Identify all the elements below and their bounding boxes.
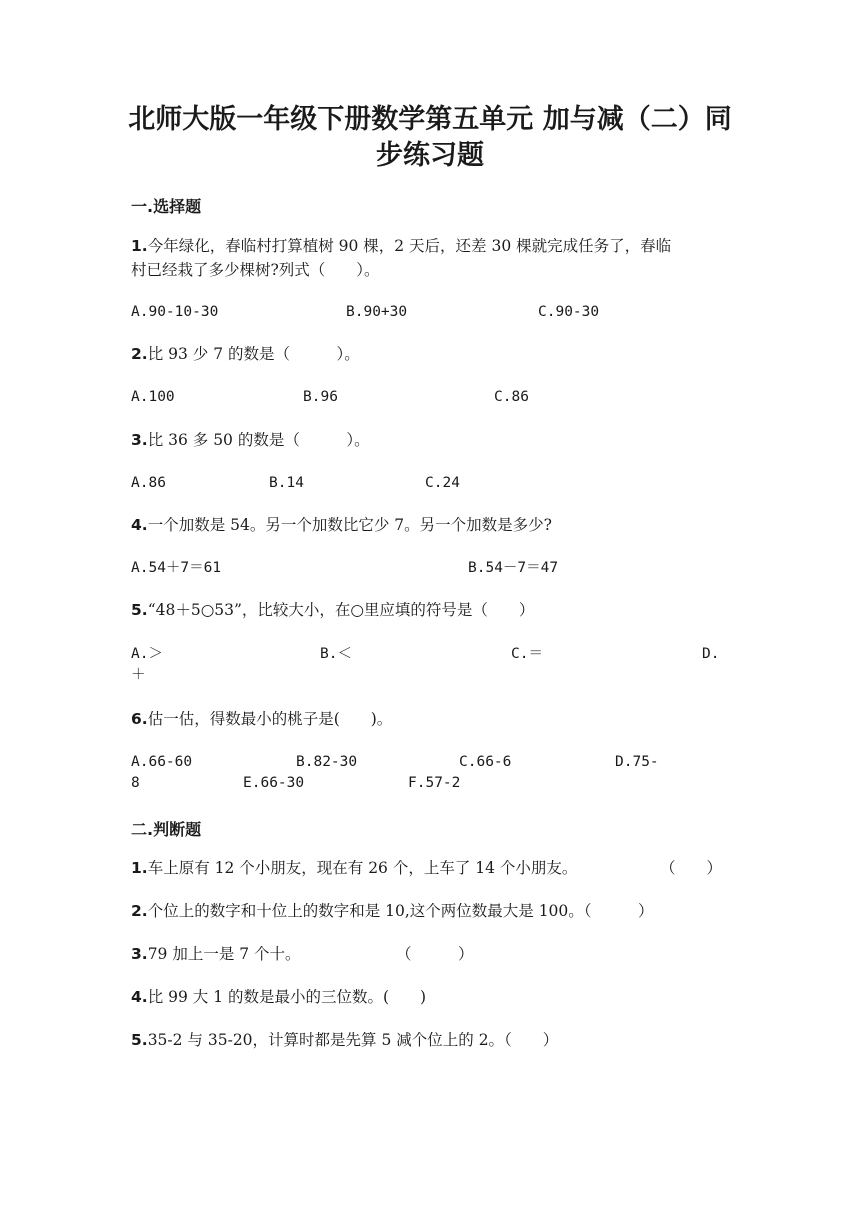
option-c: C.24	[425, 475, 460, 491]
question-number: 5.	[131, 601, 148, 619]
option-a: A.54＋7＝61	[131, 560, 222, 576]
question-text: 估一估，得数最小的桃子是( )。	[147, 710, 393, 728]
page-title	[120, 102, 740, 174]
judge-question-4	[131, 985, 731, 1009]
question-number: 2.	[131, 345, 148, 363]
question-6	[131, 707, 731, 731]
section-heading-judge: 二.判断题	[131, 820, 202, 839]
question-number: 1.	[131, 237, 148, 255]
question-number: 2.	[131, 902, 148, 920]
question-1	[131, 234, 731, 282]
question-text: 个位上的数字和十位上的数字和是 10,这个两位数最大是 100。（ ）	[147, 902, 654, 920]
question-text: 今年绿化，春临村打算植树 90 棵，2 天后，还差 30 棵就完成任务了，春临	[147, 237, 672, 255]
option-c: C.＝	[511, 646, 543, 662]
option-a: A.100	[131, 389, 175, 405]
question-number: 6.	[131, 710, 148, 728]
option-a: A.66-60	[131, 754, 193, 770]
question-text: 一个加数是 54。另一个加数比它少 7。另一个加数是多少?	[147, 516, 552, 534]
question-number: 5.	[131, 1031, 148, 1049]
question-2	[131, 342, 731, 366]
question-text: 比 99 大 1 的数是最小的三位数。( )	[147, 988, 427, 1006]
option-b: B.90+30	[346, 304, 408, 320]
question-number: 4.	[131, 988, 148, 1006]
option-d-value: 8	[131, 775, 140, 791]
title-line-1: 北师大版一年级下册数学第五单元 加与减（二）同	[128, 104, 732, 135]
question-text: 比 93 少 7 的数是（ ）。	[147, 345, 360, 363]
option-d: D.	[702, 646, 720, 662]
option-f: F.57-2	[408, 775, 461, 791]
option-a: A.＞	[131, 646, 163, 662]
option-b: B.14	[269, 475, 304, 491]
question-5	[131, 598, 731, 622]
judge-question-2	[131, 899, 731, 923]
option-c: C.90-30	[538, 304, 600, 320]
question-number: 3.	[131, 431, 148, 449]
question-number: 3.	[131, 945, 148, 963]
option-e: E.66-30	[243, 775, 305, 791]
option-c: C.86	[494, 389, 529, 405]
option-a: A.86	[131, 475, 166, 491]
question-text: 35-2 与 35-20，计算时都是先算 5 减个位上的 2。（ ）	[147, 1031, 559, 1049]
answer-blank: （ ）	[396, 945, 474, 963]
question-4	[131, 513, 731, 537]
question-text: “48＋5○53”，比较大小，在○里应填的符号是（ ）	[147, 601, 535, 619]
option-d-value: ＋	[131, 667, 146, 683]
judge-question-1	[131, 856, 731, 880]
question-number: 4.	[131, 516, 148, 534]
question-text: 比 36 多 50 的数是（ ）。	[147, 431, 370, 449]
question-3	[131, 428, 731, 452]
option-b: B.96	[303, 389, 338, 405]
judge-question-5	[131, 1028, 731, 1052]
section-heading-choice: 一.选择题	[131, 197, 202, 216]
option-b: B.82-30	[296, 754, 358, 770]
title-line-2: 步练习题	[376, 140, 484, 171]
question-text-cont: 村已经栽了多少棵树?列式（ ）。	[131, 261, 380, 279]
option-b: B.54－7＝47	[468, 560, 559, 576]
question-text: 79 加上一是 7 个十。	[147, 945, 301, 963]
option-b: B.＜	[320, 646, 352, 662]
option-a: A.90-10-30	[131, 304, 219, 320]
question-number: 1.	[131, 859, 148, 877]
question-text: 车上原有 12 个小朋友，现在有 26 个，上车了 14 个小朋友。	[147, 859, 578, 877]
answer-blank: （ ）	[660, 859, 723, 877]
option-c: C.66-6	[459, 754, 512, 770]
option-d: D.75-	[615, 754, 659, 770]
